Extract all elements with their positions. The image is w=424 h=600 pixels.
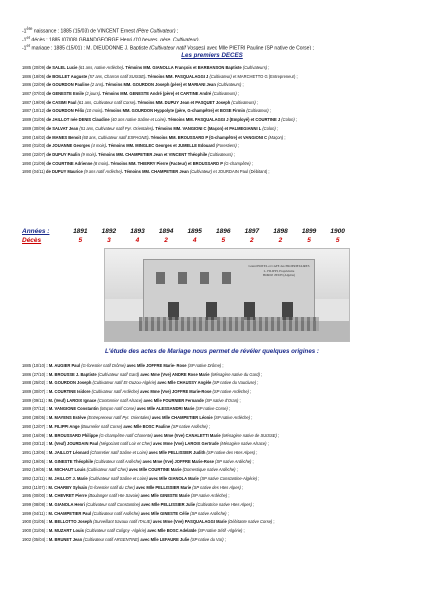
entry-partner: avec Mlle JOFFRE Marie- Rose bbox=[125, 363, 188, 368]
death-count-cell: 5 bbox=[221, 237, 226, 244]
entry-end: ; bbox=[266, 441, 269, 447]
hotel-sign bbox=[248, 264, 310, 278]
entry-partner: . Témoins MM. GIANOLLA François et BARBANSON Baptiste bbox=[123, 65, 243, 70]
entry-name: : M. COURTINE Isidore bbox=[45, 389, 92, 395]
entry-date: 1890 (21/09) bbox=[22, 160, 46, 166]
first-event-text: naissance : 1885 (15/03) de VINCENT Ernest bbox=[32, 28, 137, 33]
entry-detail: (Cultivateur natif Ardèche) bbox=[94, 458, 142, 464]
entry-name: : M. GOURDON Joseph bbox=[45, 380, 93, 386]
entry-partner-detail: (SP native du Vaucluse) bbox=[212, 380, 257, 386]
entry-partner: avec Mme (Vve) CANALETTI Marie bbox=[152, 432, 222, 438]
entry-detail: (Contonnier natif Alsace) bbox=[97, 397, 143, 403]
entry-partner-detail: (Colon) bbox=[262, 125, 276, 131]
entry-partner: avec Mme (Vve) ANDRE Rose Marie bbox=[139, 371, 211, 377]
entry-date: 1893 (11/07) bbox=[22, 484, 45, 490]
hotel-building bbox=[143, 259, 315, 325]
entry-name: : M. VANGIONE Constantin bbox=[45, 406, 100, 412]
mariage-row bbox=[22, 536, 414, 545]
entry-name: : M. BRUNET Jean bbox=[45, 536, 84, 542]
deces-row bbox=[22, 64, 414, 73]
entry-partner: avec Mlle BOSC Adelaïde bbox=[146, 528, 198, 534]
entry-detail: (9 ans natif Ardèche) bbox=[83, 169, 122, 175]
entry-name: : M. CHAMPETIER Paul bbox=[44, 510, 93, 516]
entry-partner: . Témoins MM. MINGLEC Georges et JUMELLE Edouard bbox=[105, 143, 216, 149]
mariage-list bbox=[22, 362, 414, 544]
entry-name: : M. AUGIER Paul bbox=[45, 363, 82, 368]
entry-partner: avec Mme (Vve) LAROIX Gertrude bbox=[151, 441, 220, 447]
year-cell: 1892 bbox=[101, 228, 117, 235]
entry-partner-detail: (Forestiers) bbox=[215, 143, 237, 149]
entry-name: : M. FILIPPI Ange bbox=[45, 423, 81, 429]
entry-detail: (Maçon natif Corse) bbox=[99, 406, 136, 412]
entry-partner-detail: (Colon) bbox=[281, 117, 295, 123]
first-event-end: . bbox=[198, 37, 200, 42]
sign-line: L. FILIPPI, Propriétaire bbox=[263, 268, 295, 273]
entry-date: 1890 (12/07) bbox=[22, 423, 46, 429]
entry-end: ; bbox=[276, 432, 280, 438]
deaths-row bbox=[22, 237, 352, 246]
entry-date: 1900 (31/06) bbox=[22, 528, 46, 534]
entry-detail: (2 ans) bbox=[90, 82, 104, 88]
entry-detail: (Charretier natif Saône et Loire) bbox=[90, 449, 148, 455]
entry-date: 1886 (18/05) bbox=[22, 73, 46, 79]
entry-partner: avec Mme (Vve) JOFFRE Marie-Rose bbox=[141, 458, 216, 464]
entry-date: 1895 (00/00) bbox=[22, 493, 46, 499]
entry-partner-detail: (SP native Drôme) bbox=[187, 363, 222, 368]
entry-name: : M. BELLOTTO Joseph bbox=[45, 519, 94, 525]
first-event-sup: er bbox=[26, 34, 31, 40]
entry-partner: avec Mme (Vve) JOFFRE Marie-Rose bbox=[139, 389, 213, 395]
first-event-row: -1er décès : 1885 (07/08) GRANDGEORGE Henri (10 heures, père, Cultivateur). bbox=[22, 34, 200, 42]
death-count-cell: 4 bbox=[135, 237, 140, 244]
entry-partner-detail: (SP native des Htes Alpes) bbox=[192, 484, 241, 490]
entry-name: de CASIMI Paul bbox=[45, 99, 78, 105]
entry-name: : M. MUZART Louis bbox=[45, 528, 86, 534]
entry-end: et MARCHETTO G (Entrepreneur) ; bbox=[231, 73, 298, 79]
entry-detail: (Cultivateur natif Cher) bbox=[86, 467, 128, 473]
entry-detail: (Cultivateur natif Ardèche) bbox=[91, 389, 140, 395]
entry-detail: (60 ans, Cultivateur natif ESPAGNE) bbox=[82, 134, 149, 140]
deaths-label: Décès bbox=[22, 237, 42, 244]
entry-date: 1890 (16/02) bbox=[22, 134, 46, 140]
entry-name: de DUPUY Paulin bbox=[45, 151, 82, 157]
years-row bbox=[22, 228, 352, 237]
entry-end: ; bbox=[242, 528, 245, 534]
entry-end: ; bbox=[255, 99, 259, 105]
entry-date: 1889 (31/05) bbox=[22, 117, 46, 123]
entry-name: : M. (Veuf) JOURDAIN Paul bbox=[45, 441, 100, 447]
first-event-row: -1ère naissance : 1885 (15/03) de VINCENT Ernest (Père Cultivateur) ; bbox=[22, 26, 179, 33]
death-count-cell: 3 bbox=[107, 237, 111, 244]
entry-end: ; bbox=[235, 467, 238, 473]
entry-name: de GOURDON Pauline bbox=[45, 82, 91, 88]
entry-name: : M. JAILLOT Léonard bbox=[45, 449, 91, 455]
entry-partner: . Témoins MM. PASQUALAGGI J bbox=[145, 73, 210, 79]
death-count-cell: 5 bbox=[307, 237, 311, 244]
entry-end: ; bbox=[259, 371, 263, 377]
first-event-sup: er bbox=[26, 43, 31, 49]
entry-date: 1892 (19/05) bbox=[22, 458, 46, 464]
entry-partner: avec Mlle PELLISSIER Judith bbox=[147, 449, 207, 455]
entry-name: : M. CHEVRET Pierre bbox=[45, 493, 88, 499]
mariage-row bbox=[22, 414, 414, 423]
death-count-cell: 2 bbox=[278, 237, 283, 244]
entry-detail: (Cultivateur natif Ardèche) bbox=[92, 510, 140, 516]
entry-partner: . Témoins MM. DUPUY Jean et PASQUET Joseph bbox=[135, 99, 232, 105]
entry-end: ; bbox=[251, 458, 254, 464]
first-event-end: ; bbox=[175, 28, 179, 33]
entry-partner: . Témoins MM. PASQUALAGGI J (Employé) et COURTINE J bbox=[165, 117, 282, 123]
entry-partner: avec Mlle COURTINE Marie bbox=[127, 467, 183, 473]
years-label: Années : bbox=[22, 228, 50, 235]
entry-name: : M. BROUSSARD Philippe bbox=[45, 432, 100, 438]
deces-row bbox=[22, 151, 414, 160]
entry-end: ; bbox=[267, 65, 270, 70]
first-event-end: avec Mlle PIETRI Pauline (SP native de Corse) ; bbox=[205, 46, 314, 51]
year-cell: 1891 bbox=[73, 228, 88, 235]
entry-detail: (4 mois) bbox=[91, 143, 106, 149]
entry-detail: (Négociant natif Loir et Cher) bbox=[99, 441, 152, 447]
crowd bbox=[139, 317, 319, 331]
entry-detail: (Cultivateur natif Constantine) bbox=[86, 502, 141, 507]
entry-partner-detail: (SP native Constantine-Algérie) bbox=[199, 475, 258, 481]
mariage-row bbox=[22, 492, 414, 501]
entry-date: 1886 (27/10) bbox=[22, 371, 46, 377]
entry-end: ; bbox=[236, 91, 239, 97]
entry-end: ; bbox=[248, 389, 252, 395]
mariage-row bbox=[22, 527, 414, 536]
entry-name: de SALEL Lucie bbox=[45, 65, 79, 70]
entry-detail: (40 ans native Saône et Loire) bbox=[110, 117, 166, 123]
entry-partner: . Témoins MM. BROUSSARD P (G-champêtre) et VANGIONI C bbox=[148, 134, 269, 140]
entry-date: 1890 (04/11) bbox=[22, 169, 45, 175]
entry-date: 1889 (30/07) bbox=[22, 389, 46, 395]
entry-partner-detail: (Ménagère native Alsace) bbox=[219, 441, 267, 447]
entry-end: ; bbox=[232, 151, 235, 157]
entry-name: de JOUANNE Georges bbox=[45, 143, 92, 149]
entry-end: ; bbox=[255, 449, 258, 455]
entry-end: ; bbox=[251, 502, 255, 507]
entry-date: 1887 (19/09) bbox=[22, 99, 46, 105]
entry-partner-detail: (Cultivateur) bbox=[189, 169, 213, 175]
death-count-cell: 5 bbox=[78, 237, 83, 244]
deces-row bbox=[22, 168, 414, 177]
entry-end: ; bbox=[227, 406, 231, 412]
entry-detail: (8 mois) bbox=[93, 160, 109, 166]
entry-end: ; bbox=[241, 82, 244, 88]
entry-partner: avec Mlle FOURNIER Fernande bbox=[142, 397, 205, 403]
year-cell: 1897 bbox=[244, 228, 260, 235]
entry-name: : M. (Veuf) LAROIX Ignace bbox=[44, 397, 98, 403]
firsts-section bbox=[22, 24, 314, 50]
entry-name: de JAILLOT née DENIS Claudine bbox=[45, 117, 111, 123]
entry-date: 1887 (10/12) bbox=[22, 108, 46, 114]
entry-partner: avec Mlle GIANOLA Marie bbox=[147, 475, 200, 481]
entry-detail: (57 ans, Charron natif SUISSE) bbox=[88, 73, 146, 79]
entry-name: de GENESTE Emile bbox=[45, 91, 86, 97]
entry-end: ; bbox=[294, 117, 298, 123]
entry-partner-detail: (SP native Ardèche) bbox=[190, 493, 228, 499]
mariage-row bbox=[22, 397, 414, 406]
deces-row bbox=[22, 125, 414, 134]
entry-name: : M. GINESTE Théophile bbox=[45, 458, 95, 464]
entry-detail: (61 ans, native Ardèche) bbox=[78, 65, 124, 70]
entry-partner-detail: (Cultivateurs) bbox=[216, 82, 242, 88]
entry-partner: avec Mme (Vve) PASQUALAGGI Marie bbox=[151, 519, 228, 525]
entry-end: ; bbox=[236, 143, 240, 149]
first-event-note: (10 heures, père, Cultivateur) bbox=[133, 37, 199, 42]
death-count-cell: 2 bbox=[164, 237, 168, 244]
entry-end: ; bbox=[275, 125, 279, 131]
deces-row bbox=[22, 160, 414, 169]
entry-partner-detail: (G-champêtre) bbox=[224, 160, 251, 166]
entry-partner-detail: (Domestique native Ardèche) bbox=[182, 467, 236, 473]
entry-partner-detail: (Cultivateurs) bbox=[231, 99, 256, 105]
entry-name: de GOURDON Félix bbox=[45, 108, 86, 114]
entry-partner: . Témoins MM. VANGIONI C (Maçon) et PALMEGIANNI L bbox=[153, 125, 263, 131]
entry-date: 1902 (05/04) bbox=[22, 536, 46, 542]
entry-partner: avec Mlle GINESTE Marie bbox=[139, 493, 191, 499]
mariage-row bbox=[22, 449, 414, 458]
first-event-text: mariage : 1885 (15/01) : M. DIEUDONNE J. Baptiste bbox=[30, 46, 150, 51]
entry-date: 1885 (20/09) bbox=[22, 65, 46, 70]
first-event-row: -1er mariage : 1885 (15/01) : M. DIEUDONNE J. Baptiste (Cultivateur natif Vosges) avec Mlle PIETRI Pauline (SP native de Corse) ; bbox=[22, 43, 314, 51]
entry-partner: avec Mlle BOSC Pauline bbox=[122, 423, 172, 429]
entry-partner: . Témoins MM. CHAMPETIER Jean bbox=[121, 169, 190, 175]
entry-partner: . Témoins MM. GOURDON Hyppolyte (père, G-champêtre) et BOSE Firmin bbox=[102, 108, 247, 114]
entry-date: 1887 (07/03) bbox=[22, 91, 46, 97]
mariage-row bbox=[22, 510, 414, 519]
entry-date: 1890 (22/07) bbox=[22, 151, 46, 157]
deces-row bbox=[22, 90, 414, 99]
deces-row bbox=[22, 107, 414, 116]
mariage-row bbox=[22, 440, 414, 449]
entry-name: : M. CHARBY Sylvain bbox=[44, 484, 89, 490]
entry-partner-detail: (SP native Ardèche) bbox=[212, 389, 249, 395]
entry-partner-detail: (Ménagère native du Gard) bbox=[210, 371, 260, 377]
entry-end: ; bbox=[223, 536, 226, 542]
entry-end: ; bbox=[272, 519, 275, 525]
entry-detail: (Surveillant travaux natif ITALIE) bbox=[93, 519, 152, 525]
entry-date: 1899 (04/11) bbox=[22, 510, 45, 516]
year-cell: 1896 bbox=[216, 228, 231, 235]
yearly-deaths-table bbox=[22, 228, 352, 246]
entry-end: ; bbox=[250, 415, 253, 421]
entry-name: : M. BROUSSE J. Baptiste bbox=[45, 371, 98, 377]
entry-partner-detail: (Cultivateurs) bbox=[242, 65, 268, 70]
entry-date: 1889 (30/09) bbox=[22, 125, 46, 131]
entry-partner: . Témoins MM. GENESTE André (père) et CARTINE André bbox=[100, 91, 213, 97]
entry-detail: (Bourrelier natif Corse) bbox=[80, 423, 123, 429]
death-count-cell: 2 bbox=[250, 237, 254, 244]
entry-detail: (Cultivateur natif Et-Ouzou-Algérie) bbox=[92, 380, 157, 386]
mariage-section-title: L'étude des actes de Mariage nous permet de révéler quelques origines : bbox=[105, 348, 319, 355]
entry-date: 1890 (28/05) bbox=[22, 415, 46, 421]
entry-end: ; bbox=[207, 423, 210, 429]
entry-partner-detail: (SP native Ardèche) bbox=[215, 458, 252, 464]
entry-date: 1900 (01/05) bbox=[22, 519, 46, 525]
deces-row bbox=[22, 99, 414, 108]
entry-end: ; bbox=[256, 380, 259, 386]
entry-partner-detail: (SP native Ardèche) bbox=[171, 423, 208, 429]
entry-name: de MANES Benoit bbox=[45, 134, 83, 140]
entry-partner: . Témoins MM. GOURDON Joseph (père) et MARIANI Jean bbox=[103, 82, 217, 88]
year-cell: 1900 bbox=[330, 228, 345, 235]
entry-end: ; bbox=[221, 363, 224, 368]
entry-detail: (G-forestier natif du Cher) bbox=[88, 484, 135, 490]
year-cell: 1899 bbox=[301, 228, 317, 235]
entry-partner: avec Mlle LEFAURE Julie bbox=[139, 536, 191, 542]
deces-row bbox=[22, 142, 414, 151]
first-event-note: (Cultivateur natif Vosges) bbox=[149, 46, 206, 51]
entry-detail: (51 ans, Cultivateur natif Pyr. Orientales) bbox=[79, 125, 154, 131]
entry-partner: avec Mlle PELLISSIER Marie bbox=[134, 484, 193, 490]
entry-detail: (2 jours) bbox=[85, 91, 101, 97]
deces-section-title: Les premiers DECES bbox=[181, 52, 243, 59]
entry-name: : M. GIANOLA Henri bbox=[45, 502, 87, 507]
year-cell: 1895 bbox=[187, 228, 202, 235]
entry-partner-detail: (Cultivateurs) bbox=[208, 151, 233, 157]
entry-partner-detail: (SP native d'Oran) bbox=[204, 397, 239, 403]
entry-name: : M. MAYENS Estève bbox=[45, 415, 88, 421]
mariage-row bbox=[22, 458, 414, 467]
mariage-row bbox=[22, 371, 414, 380]
entry-end: ; bbox=[283, 134, 286, 140]
entry-partner-detail: (Cultivateur) bbox=[209, 73, 232, 79]
entry-date: 1890 (01/03) bbox=[22, 143, 46, 149]
entry-partner-detail: (Cultivateurs) bbox=[212, 91, 237, 97]
entry-partner-detail: (Maçon) bbox=[268, 134, 284, 140]
mariage-row bbox=[22, 475, 414, 484]
entry-partner: avec Mlle ALESSANDRI Marie bbox=[135, 406, 196, 412]
entry-end: et JOURDAIN Paul (Débitant) ; bbox=[212, 169, 270, 175]
entry-partner: avec Mlle GINESTE Célie bbox=[139, 510, 191, 516]
entry-name: de DUPUY Maurice bbox=[44, 169, 84, 175]
year-cell: 1894 bbox=[158, 228, 174, 235]
entry-partner: avec Mlle PELLISSIER Julie bbox=[140, 502, 197, 507]
mariage-row bbox=[22, 379, 414, 388]
entry-partner-detail: (Cultivatrice native Htes Alpes) bbox=[196, 502, 252, 507]
death-count-cell: 5 bbox=[335, 237, 340, 244]
death-count-cell: 4 bbox=[192, 237, 197, 244]
sign-line: Grand HOTEL et CAFE des PROPRIETAIRES bbox=[248, 264, 310, 268]
deces-row bbox=[22, 73, 414, 82]
mariage-row bbox=[22, 388, 414, 397]
entry-date: 1885 (10/10) bbox=[22, 363, 46, 368]
entry-name: de SALVAT Jean bbox=[45, 125, 80, 131]
entry-date: 1886 (22/09) bbox=[22, 82, 46, 88]
entry-date: 1889 (07/12) bbox=[22, 406, 46, 412]
mariage-row bbox=[22, 432, 414, 441]
entry-end: ; bbox=[250, 160, 253, 166]
entry-date: 1899 (08/08) bbox=[22, 502, 46, 507]
first-event-note: (Père Cultivateur) bbox=[136, 28, 176, 33]
entry-name: de COURTINE Adrienne bbox=[45, 160, 94, 166]
entry-detail: (Cultivateur natif Coligny -Algérie) bbox=[85, 528, 147, 534]
deces-list bbox=[22, 64, 414, 177]
deces-row bbox=[22, 81, 414, 90]
entry-partner: . Témoins MM. CHAMPETIER Jean et VINCENT Théophile bbox=[95, 151, 209, 157]
sign-line: BORDJ d'EUH (Algérie) bbox=[262, 273, 296, 277]
entry-date: 1892 (12/11) bbox=[22, 475, 45, 481]
entry-date: 1890 (03/12) bbox=[22, 441, 46, 447]
entry-partner: avec Mlle CHAMPETIER Léonie bbox=[150, 415, 214, 421]
mariage-row bbox=[22, 518, 414, 527]
entry-name: : M. MICHAUT Louis bbox=[45, 467, 87, 473]
entry-detail: (G-champêtre natif Charente) bbox=[99, 432, 153, 438]
entry-date: 1891 (13/06) bbox=[22, 449, 46, 455]
entry-detail: (Boulanger natif Hte Savoie) bbox=[88, 493, 140, 499]
mariage-row bbox=[22, 405, 414, 414]
entry-name: de BOILLET Auguste bbox=[45, 73, 89, 79]
entry-end: ; bbox=[257, 475, 260, 481]
entry-detail: (10 mois) bbox=[85, 108, 103, 114]
entry-end: ; bbox=[268, 108, 271, 114]
year-cell: 1893 bbox=[130, 228, 145, 235]
entry-partner-detail: (SP native du Var) bbox=[190, 536, 224, 542]
entry-partner: avec Mlle CHAUSSY Angèle bbox=[156, 380, 213, 386]
entry-date: 1890 (16/09) bbox=[22, 432, 46, 438]
entry-end: ; bbox=[240, 484, 244, 490]
entry-partner-detail: (Cultivateur) bbox=[246, 108, 269, 114]
entry-detail: (Cultivateur natif Saône et Loire) bbox=[88, 475, 148, 481]
entry-partner: . Témoins MM. THIERRY Pierre (Facteur) et BROUSSARD P bbox=[108, 160, 225, 166]
entry-date: 1889 (09/11) bbox=[22, 397, 45, 403]
entry-partner-detail: (Débitante native Corse) bbox=[227, 519, 273, 525]
entry-partner-detail: (Ménagère native de SUISSE) bbox=[221, 432, 277, 438]
entry-name: : M. JAILLOT J. Marie bbox=[44, 475, 89, 481]
entry-detail: (61 ans, Cultivateur natif Corse) bbox=[77, 99, 136, 105]
hotel-photo bbox=[104, 248, 350, 342]
entry-detail: (Cultivateur natif Gard) bbox=[97, 371, 140, 377]
entry-end: ; bbox=[226, 510, 229, 516]
entry-partner-detail: (SP native Corse) bbox=[195, 406, 228, 412]
entry-detail: (G-forestier natif Drôme) bbox=[81, 363, 126, 368]
entry-date: 1892 (19/05) bbox=[22, 467, 46, 473]
mariage-row bbox=[22, 466, 414, 475]
entry-date: 1888 (25/02) bbox=[22, 380, 46, 386]
mariage-row bbox=[22, 484, 414, 493]
entry-partner-detail: (SP native Ardèche) bbox=[190, 510, 227, 516]
entry-end: ; bbox=[238, 397, 241, 403]
entry-detail: (Entrepreneur natif Pyr. Orientales) bbox=[87, 415, 151, 421]
entry-partner-detail: (SP native Sétif -Algérie) bbox=[197, 528, 243, 534]
entry-partner-detail: (SP native des Htes Alpes) bbox=[206, 449, 256, 455]
first-event-text: décès : 1885 (07/08) GRANDGEORGE Henri bbox=[30, 37, 134, 42]
mariage-row bbox=[22, 501, 414, 510]
entry-end: ; bbox=[227, 493, 230, 499]
year-cell: 1898 bbox=[273, 228, 288, 235]
entry-partner-detail: (SP native Ardèche) bbox=[213, 415, 251, 421]
entry-detail: (Cultivateur natif ARGENTINE) bbox=[83, 536, 140, 542]
mariage-row bbox=[22, 362, 414, 371]
deces-row bbox=[22, 134, 414, 143]
deces-row bbox=[22, 116, 414, 125]
mariage-row bbox=[22, 423, 414, 432]
entry-detail: (9 mois) bbox=[81, 151, 96, 157]
first-event-sup: ère bbox=[26, 26, 33, 31]
